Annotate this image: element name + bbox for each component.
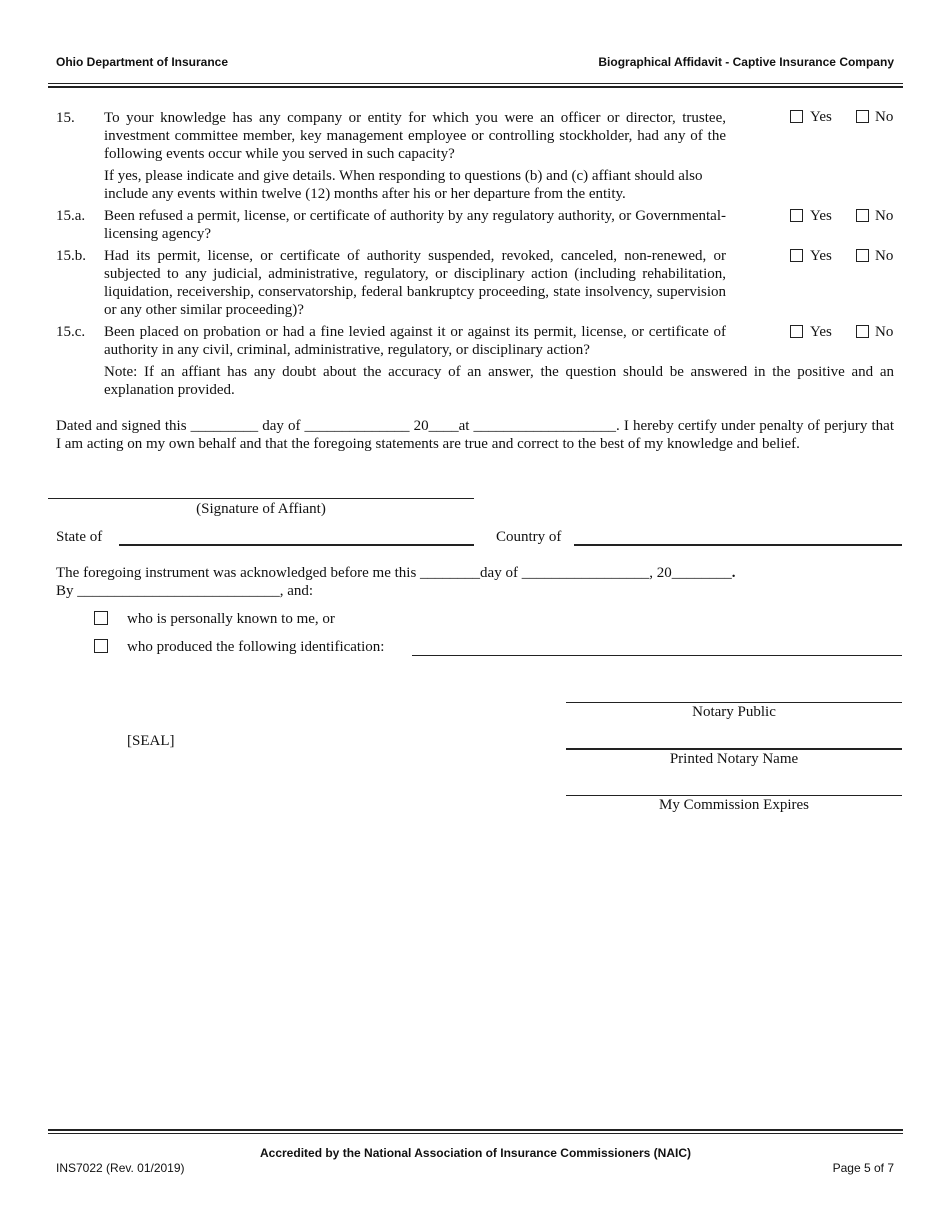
footer-form-number: INS7022 (Rev. 01/2019) [56,1161,185,1175]
personally-known-checkbox[interactable] [94,611,108,625]
question-15c-no-checkbox[interactable] [856,325,869,338]
acknowledgement-text: The foregoing instrument was acknowledged before me this ________day of _________________, 20________ [56,565,732,581]
acknowledgement-by-line: By ___________________________, and: [56,583,314,599]
commission-expires-label: My Commission Expires [658,797,809,813]
country-label: Country of [496,529,562,545]
certification-statement: Dated and signed this _________ day of ______________ 20____at ___________________. I hereby certify under penalty of perjury that I am acting on my own behalf and that the foregoing statements are true and correct to the best of my knowledge and belief. [56,418,894,452]
produced-identification-label: who produced the following identification: [127,639,385,655]
acknowledgement-line [56,564,735,582]
header-rule-top [48,83,903,84]
question-15a-text: Been refused a permit, license, or certificate of authority by any regulatory authority, or Governmental-licensing agency? [104,208,726,242]
question-15b-no-checkbox[interactable] [856,249,869,262]
question-15-number: 15. [56,110,75,126]
produced-identification-checkbox[interactable] [94,639,108,653]
state-label: State of [56,529,103,545]
question-15c-yes-checkbox[interactable] [790,325,803,338]
printed-notary-name-label: Printed Notary Name [669,751,799,767]
question-15c-note: Note: If an affiant has any doubt about the accuracy of an answer, the question should be answered in the positive and an explanation provided. [104,364,894,398]
header-form-title: Biographical Affidavit - Captive Insurance Company [598,55,894,69]
question-15a-yes-label: Yes [810,208,832,224]
footer-page-number: Page 5 of 7 [832,1161,894,1175]
question-15c-text: Been placed on probation or had a fine levied against it or against its permit, license, or certificate of authority in any civil, criminal, administrative, regulatory, or disciplinary action? [104,324,726,358]
footer-rule-bottom [48,1133,903,1134]
question-15-yes-checkbox[interactable] [790,110,803,123]
question-15b-yes-checkbox[interactable] [790,249,803,262]
footer-accreditation: Accredited by the National Association of Insurance Commissioners (NAIC) [260,1146,691,1160]
state-field[interactable] [119,544,474,546]
question-15c-number: 15.c. [56,324,86,340]
personally-known-label: who is personally known to me, or [127,611,335,627]
country-field[interactable] [574,544,902,546]
notary-public-label: Notary Public [692,704,776,720]
question-15c-yes-label: Yes [810,324,832,340]
header-rule-bottom [48,86,903,88]
question-15a-no-checkbox[interactable] [856,209,869,222]
footer-rule-top [48,1129,903,1131]
question-15b-yes-label: Yes [810,248,832,264]
header-department: Ohio Department of Insurance [56,55,229,69]
question-15-no-checkbox[interactable] [856,110,869,123]
question-15c-no-label: No [875,324,894,340]
question-15b-number: 15.b. [56,248,86,264]
question-15a-yes-checkbox[interactable] [790,209,803,222]
seal-label: [SEAL] [127,733,175,749]
affiant-signature-line[interactable] [48,498,474,499]
acknowledgement-period: . [731,565,736,581]
question-15b-no-label: No [875,248,894,264]
question-15b-text: Had its permit, license, or certificate of authority suspended, revoked, canceled, non-renewed, or subjected to any judicial, administrative, regulatory, or disciplinary action (including rehabilitation, liquidation, receivership, conservatorship, federal bankruptcy proceeding, state insolvency, supervision or any other similar proceeding)? [104,248,726,318]
question-15-instructions: If yes, please indicate and give details. When responding to questions (b) and (c) affiant should also include any events within twelve (12) months after his or her departure from the entity. [104,168,703,202]
question-15a-no-label: No [875,208,894,224]
question-15a-number: 15.a. [56,208,86,224]
question-15-no-label: No [875,109,894,125]
affiant-signature-label: (Signature of Affiant) [196,501,326,517]
question-15-text: To your knowledge has any company or entity for which you were an officer or director, trustee, investment committee member, key management employee or controlling stockholder, had any of the following events occur while you served in such capacity? [104,110,726,162]
identification-field[interactable] [412,655,902,656]
question-15-yes-label: Yes [810,109,832,125]
